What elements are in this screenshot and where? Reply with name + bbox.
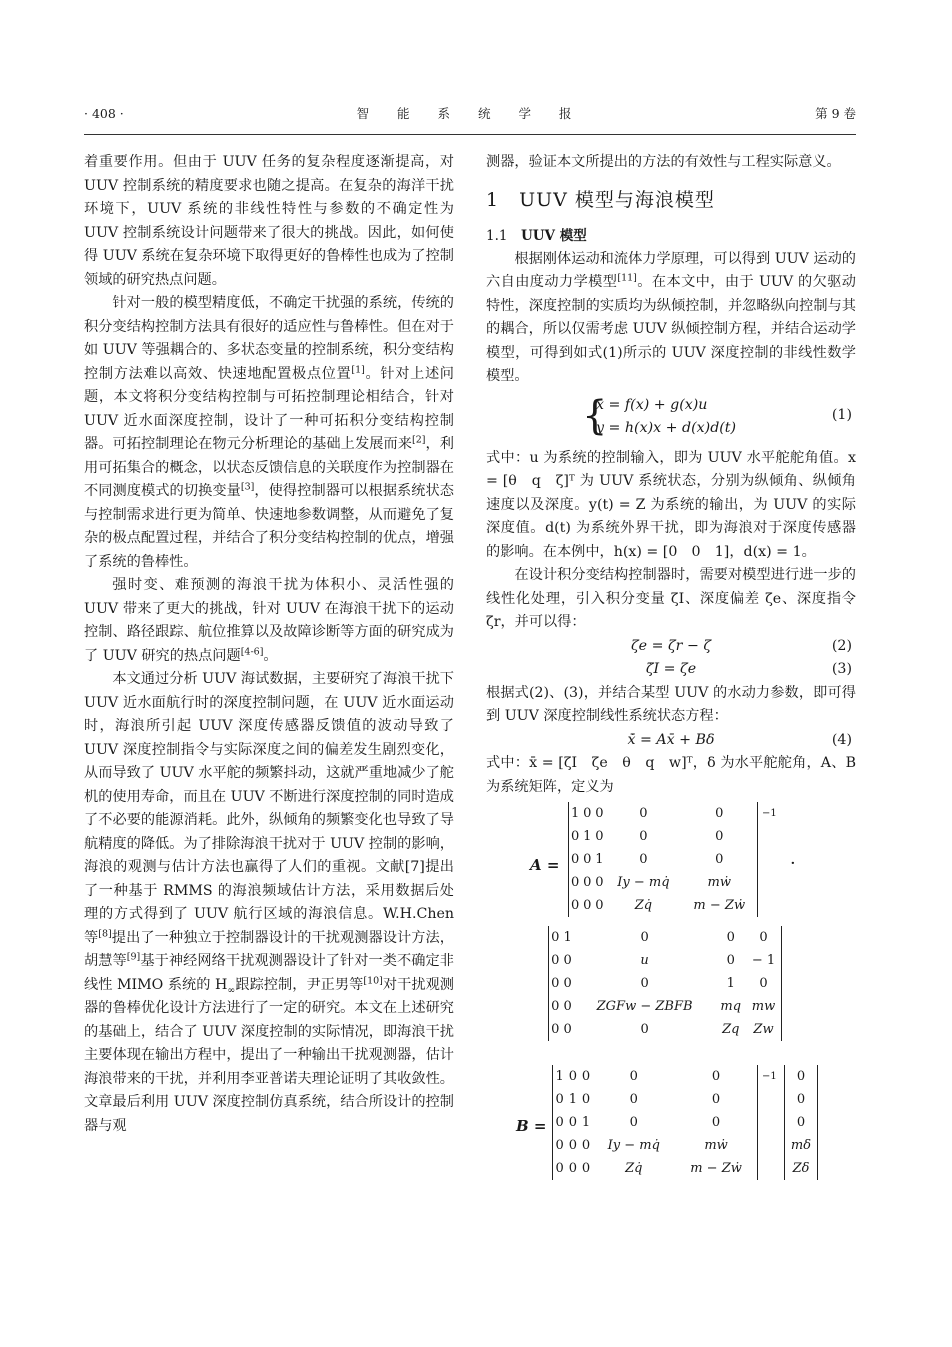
paragraph: 根据刚体运动和流体力学原理，可以得到 UUV 运动的六自由度动力学模型[11]。在本文中，由于 UUV 的欠驱动特性，深度控制的实质均为纵倾控制，并忽略纵向控制与其的耦合，所以仅需考虑 UUV 纵倾控制方程，并结合运动学模型，可得到如式(1)所示的 UUV 深度控制的非线性数学模型。: [486, 250, 856, 384]
paragraph: 测器，验证本文所提出的方法的有效性与工程实际意义。: [486, 154, 841, 170]
equation-number: (3): [831, 661, 852, 677]
inverse-exponent: −1: [762, 1071, 777, 1082]
paragraph: 根据式(2)、(3)，并结合某型 UUV 的水动力参数，即可得到 UUV 深度控制线性系统状态方程：: [486, 684, 856, 724]
matrix-cell: 0: [629, 1114, 638, 1130]
matrix-cell: 0: [583, 805, 592, 821]
vector-row: [785, 1088, 818, 1111]
matrix-cell: ZGFw − ZBFB: [596, 998, 693, 1014]
vector-cell: 0: [796, 1114, 806, 1130]
matrix-cell: 1: [568, 1091, 578, 1107]
paragraph: 针对一般的模型精度低，不确定干扰强的系统，传统的积分变结构控制方法具有很好的适应性与鲁棒性。但在对于如 UUV 等强耦合的、多状态变量的控制系统，积分变结构控制方法难以高效、快速地配置极点位置[1]。针对上述问题，本文将积分变结构控制与可拓控制理论相结合，针对 UUV 近水面深度控制，设计了一种可拓积分变结构控制器。可拓控制理论在物元分析理论的基础上发展而来[2]，利用可拓集合的概念，以状态反馈信息的关联度作为控制器在不同测度模式的切换变量[3]，使得控制器可以根据系统状态与控制需求进行更为简单、快速地参数调整，从而避免了复杂的极点配置过程，并结合了积分变结构控制的优点，增强了系统的鲁棒性。: [84, 295, 454, 570]
matrix-cell: 0: [571, 828, 580, 844]
matrix-cell: mq: [720, 998, 742, 1014]
equation-number: (1): [831, 406, 852, 423]
matrix-cell: 0: [759, 929, 768, 945]
matrix-cell: 0: [640, 975, 649, 991]
matrix-cell: u: [640, 952, 649, 968]
matrix-row: [553, 1134, 758, 1157]
matrix-cell: 0: [568, 1160, 578, 1176]
left-column: [84, 151, 454, 1138]
matrix-cell: 0: [571, 874, 580, 890]
matrix-cell: 0: [551, 998, 560, 1014]
page-number: · 408 ·: [84, 106, 124, 121]
running-header: [84, 104, 856, 124]
matrix-cell: mẇ: [704, 1137, 728, 1153]
matrix-cell: 0: [595, 897, 604, 913]
header-rule: [84, 134, 856, 135]
matrix-B-input-vector: [784, 1065, 818, 1180]
matrix-row: [569, 871, 758, 894]
inverse-exponent: −1: [762, 808, 777, 819]
paragraph: 本文通过分析 UUV 海试数据，主要研究了海浪干扰下 UUV 近水面航行时的深度控制问题，在 UUV 近水面运动时，海浪所引起 UUV 深度传感器反馈值的波动导致了 UUV 深度控制指令与实际深度之间的偏差发生剧烈变化，从而导致了 UUV 水平舵的频繁抖动，这就严重地减少了舵机的使用寿命，而且在 UUV 不断进行深度控制的同时造成了不必要的能源消耗。此外，纵倾角的频繁变化也导致了导航精度的降低。为了排除海浪干扰对于 UUV 控制的影响，海浪的观测与估计方法也赢得了人们的重视。文献[7]提出了一种基于 RMMS 的海浪频域估计方法，采用数据后处理的方式得到了 UUV 航行区域的海浪信息。W.H.Chen 等[8]提出了一种独立于控制器设计的干扰观测器设计方法，胡慧等[9]基于神经网络干扰观测器设计了针对一类不确定非线性 MIMO 系统的 $H_\infty$跟踪控制，尹正男等[10]对干扰观测器的鲁棒优化设计方法进行了一定的研究。本文在上述研究的基础上，结合了 UUV 深度控制的实际情况，即海浪干扰主要体现在输出方程中，提出了一种输出干扰观测器，估计海浪带来的干扰，并利用李亚普诺夫理论证明了其收敛性。文章最后利用 UUV 深度控制仿真系统，结合所设计的控制器与观: [84, 671, 454, 1134]
matrix-cell: 0: [715, 851, 724, 867]
matrix-row: [549, 949, 782, 972]
vector-row: [785, 1065, 818, 1088]
matrix-cell: 0: [555, 1137, 564, 1153]
matrix-cell: 1: [595, 851, 604, 867]
matrix-cell: 0: [711, 1068, 721, 1084]
matrix-A: [486, 802, 856, 1062]
matrix-cell: 0: [581, 1091, 591, 1107]
matrix-cell: 0: [563, 975, 572, 991]
matrix-cell: 1: [571, 805, 580, 821]
matrix-cell: 0: [571, 897, 580, 913]
matrix-cell: 0: [583, 851, 592, 867]
matrix-row: [549, 972, 782, 995]
matrix-row: [553, 1065, 758, 1088]
journal-title: 智 能 系 统 学 报: [356, 106, 584, 121]
matrix-B-inverse-part: [552, 1065, 758, 1180]
matrix-row: [569, 825, 758, 848]
vector-cell: 0: [796, 1091, 806, 1107]
matrix-cell: 0: [568, 1068, 578, 1084]
citation[interactable]: [1]: [351, 363, 365, 375]
matrix-cell: 0: [595, 805, 604, 821]
paragraph: 强时变、难预测的海浪干扰为体积小、灵活性强的 UUV 带来了更大的挑战，针对 UUV 在海浪干扰下的运动控制、路径跟踪、航位推算以及故障诊断等方面的研究成为了 UUV 研究的热点问题[4-6]。: [84, 577, 454, 664]
vector-cell: 0: [796, 1068, 806, 1084]
brace-glyph: {: [582, 392, 608, 439]
equation-3: ζ̇I = ζe (3): [486, 658, 856, 682]
matrix-row: [553, 1088, 758, 1111]
matrix-cell: 0: [640, 1021, 649, 1037]
section-heading: 1 UUV 模型与海浪模型: [486, 188, 715, 211]
citation[interactable]: [9]: [126, 951, 141, 963]
matrix-row: [553, 1111, 758, 1134]
matrix-row: [569, 894, 758, 917]
matrix-cell: 0: [595, 828, 604, 844]
vector-cell: mδ: [790, 1137, 812, 1153]
matrix-cell: m − Zẇ: [690, 1160, 742, 1176]
equation-1: { ẋ = f(x) + g(x)u y = h(x)x + d(x)d(t) (1): [582, 392, 852, 439]
matrix-row: [569, 802, 758, 825]
matrix-cell: 0: [711, 1091, 721, 1107]
matrix-cell: 0: [551, 929, 560, 945]
equation-number: (4): [831, 731, 852, 748]
matrix-row: [553, 1157, 758, 1180]
matrix-cell: 0: [759, 975, 768, 991]
matrix-cell: 0: [551, 952, 560, 968]
matrix-cell: 0: [563, 1021, 572, 1037]
matrix-row: [549, 995, 782, 1018]
equation-number: (2): [831, 637, 852, 654]
matrix-cell: 0: [629, 1068, 638, 1084]
matrix-cell: 0: [555, 1091, 564, 1107]
matrix-B: [486, 1065, 856, 1185]
matrix-cell: Zw: [753, 1021, 774, 1037]
matrix-cell: 0: [715, 805, 724, 821]
vector-cell: Zδ: [792, 1160, 810, 1176]
matrix-B-label: B =: [516, 1117, 547, 1135]
matrix-cell: 0: [581, 1137, 591, 1153]
volume-label: 第 9 卷: [815, 106, 856, 121]
matrix-cell: Zq̇: [625, 1160, 643, 1176]
matrix-cell: m − Zẇ: [693, 897, 746, 913]
matrix-cell: 0: [639, 851, 648, 867]
paragraph: 式中：u 为系统的控制输入，即为 UUV 水平舵舵角值。x = [θ q ζ]ᵀ 为 UUV 系统状态，分别为纵倾角、纵倾角速度以及深度。y(t) = Z 为系统的输出，为 UUV 的实际深度值。d(t) 为系统外界干扰，即为海浪对于深度传感器的影响。在本例中，h(x) = [0 0 1]，d(x) = 1。: [486, 449, 856, 560]
matrix-cell: 0: [555, 1114, 564, 1130]
citation[interactable]: [8]: [98, 927, 112, 939]
matrix-cell: Zq̇: [634, 897, 653, 913]
matrix-cell: 0: [595, 874, 604, 890]
matrix-cell: 0: [551, 975, 560, 991]
citation[interactable]: [10]: [363, 974, 383, 986]
matrix-cell: 0: [629, 1091, 638, 1107]
times-dot: ·: [790, 853, 796, 874]
matrix-cell: 1: [581, 1114, 591, 1130]
vector-row: [785, 1157, 818, 1180]
matrix-cell: 0: [726, 929, 735, 945]
matrix-A-inverse-part: [568, 802, 758, 917]
matrix-row: [569, 848, 758, 871]
matrix-cell: 0: [563, 952, 572, 968]
matrix-cell: 0: [639, 805, 648, 821]
matrix-cell: 1: [583, 828, 592, 844]
equation-2: ζe = ζr − ζ (2): [486, 635, 856, 659]
vector-row: [785, 1134, 818, 1157]
citation[interactable]: [2]: [411, 434, 426, 446]
matrix-cell: Iy − mq̇: [617, 874, 670, 890]
matrix-row: [549, 926, 782, 949]
paragraph: 在设计积分变结构控制器时，需要对模型进行进一步的线性化处理，引入积分变量 ζI、深度偏差 ζe、深度指令 ζr，并可以得：: [486, 567, 856, 630]
matrix-A-dynamics-part: [548, 926, 782, 1041]
matrix-cell: 0: [583, 897, 592, 913]
matrix-cell: 0: [551, 1021, 560, 1037]
paragraph: 式中：x̄ = [ζI ζe θ q w]ᵀ，δ 为水平舵舵角，A、B 为系统矩阵，定义为: [486, 755, 856, 795]
equation-4: x̄̇ = Ax̄ + Bδ (4): [486, 729, 856, 753]
matrix-cell: 0: [639, 828, 648, 844]
matrix-cell: 0: [640, 929, 649, 945]
matrix-cell: 1: [563, 929, 572, 945]
matrix-cell: 0: [715, 828, 724, 844]
paragraph: 着重要作用。但由于 UUV 任务的复杂程度逐渐提高，对 UUV 控制系统的精度要求也随之提高。在复杂的海洋干扰环境下，UUV 系统的非线性特性与参数的不确定性为 UUV 控制系统设计问题带来了很大的挑战。因此，如何使得 UUV 系统在复杂环境下取得更好的鲁棒性也成为了控制领域的研究热点问题。: [84, 154, 454, 288]
right-column: [486, 151, 856, 1185]
matrix-row: [549, 1018, 782, 1041]
matrix-cell: 0: [581, 1068, 591, 1084]
matrix-cell: 1: [726, 975, 735, 991]
matrix-cell: 0: [555, 1160, 564, 1176]
matrix-cell: 0: [571, 851, 580, 867]
matrix-cell: − 1: [751, 952, 776, 968]
subsection-heading: 1.1 UUV 模型: [486, 227, 587, 244]
matrix-cell: mw: [751, 998, 776, 1014]
matrix-cell: mẇ: [707, 874, 731, 890]
matrix-A-label: A =: [530, 856, 560, 874]
matrix-cell: 0: [583, 874, 592, 890]
matrix-cell: Zq: [722, 1021, 740, 1037]
matrix-cell: 0: [581, 1160, 591, 1176]
matrix-cell: Iy − mq̇: [607, 1137, 660, 1153]
matrix-cell: 0: [563, 998, 572, 1014]
matrix-cell: 0: [568, 1137, 578, 1153]
citation[interactable]: [4-6]: [240, 645, 264, 657]
matrix-cell: 0: [711, 1114, 721, 1130]
matrix-cell: 0: [726, 952, 735, 968]
citation[interactable]: [11]: [617, 272, 637, 284]
citation[interactable]: [3]: [240, 481, 255, 493]
matrix-cell: 0: [568, 1114, 578, 1130]
matrix-cell: 1: [555, 1068, 564, 1084]
vector-row: [785, 1111, 818, 1134]
